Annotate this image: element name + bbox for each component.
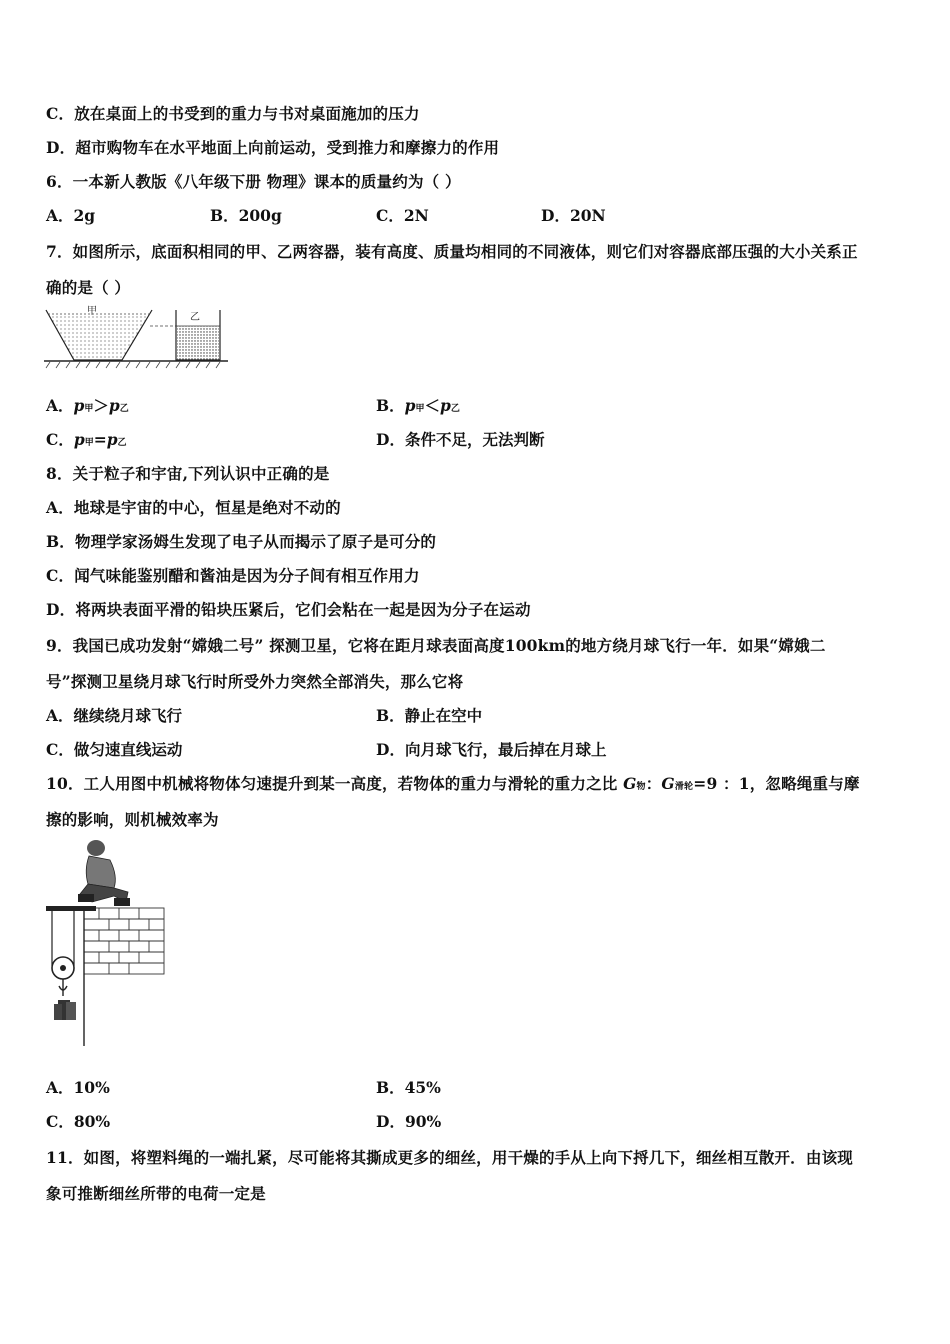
question-7-line2: 确的是（ ） [46,278,131,297]
q6-option-b: B．200g [210,206,282,225]
q10-g-object: G [623,774,637,793]
question-11-line2: 象可推断细丝所带的电荷一定是 [46,1184,266,1203]
q7-b-p2: p [439,396,451,415]
q7-option-a-label: A． [46,396,74,415]
q8-option-d: D．将两块表面平滑的铅块压紧后，它们会粘在一起是因为分子在运动 [46,600,531,619]
q10-sub-pulley: 滑轮 [674,782,694,792]
q6-option-a: A．2g [46,206,96,225]
q10-option-a: A．10% [46,1078,110,1097]
q7-option-b [376,394,460,416]
q7-a-p1: p [73,396,85,415]
q7-b-sub1: 甲 [415,404,425,414]
q7-option-a [46,394,129,416]
q7-option-c [46,428,127,450]
question-7-line1: 7．如图所示，底面积相同的甲、乙两容器，装有高度、质量均相同的不同液体，则它们对容器底部压强的大小关系正 [46,242,858,261]
q7-option-d: D．条件不足，无法判断 [376,430,545,449]
q7-option-c-label: C． [46,430,74,449]
question-8: 8．关于粒子和宇宙,下列认识中正确的是 [46,464,330,483]
q10-option-c: C．80% [46,1112,111,1131]
q10-sub-object: 物 [636,782,646,792]
q10-text-pre: 10．工人用图中机械将物体匀速提升到某一高度，若物体的重力与滑轮的重力之比 [46,774,624,793]
q5-option-c: C．放在桌面上的书受到的重力与书对桌面施加的压力 [46,104,420,123]
q7-c-p1: p [73,430,85,449]
q7-containers-figure [44,304,230,370]
q9-option-b: B．静止在空中 [376,706,483,725]
q6-option-d: D．20N [541,206,606,225]
question-10-line1 [46,772,860,794]
q7-c-p2: p [106,430,118,449]
q10-colon: ： [645,774,662,793]
q7-c-rel: = [93,430,107,449]
q10-text-post: =9 ：1，忽略绳重与摩 [693,774,860,793]
q7-c-sub2: 乙 [117,438,127,448]
q7-label-jia: 甲 [87,306,97,317]
q10-option-b: B．45% [376,1078,441,1097]
q7-option-b-label: B． [376,396,405,415]
q7-a-sub2: 乙 [119,404,129,414]
q8-option-a: A．地球是宇宙的中心，恒星是绝对不动的 [46,498,341,517]
question-6: 6．一本新人教版《八年级下册 物理》课本的质量约为（ ） [46,172,461,191]
q7-b-p1: p [404,396,416,415]
q9-option-c: C．做匀速直线运动 [46,740,183,759]
q7-b-sub2: 乙 [450,404,460,414]
q10-option-d: D．90% [376,1112,442,1131]
q7-label-yi: 乙 [190,312,200,323]
question-11-line1: 11．如图，将塑料绳的一端扎紧，尽可能将其撕成更多的细丝，用干燥的手从上向下捋几下，细丝相互散开．由该现 [46,1148,853,1167]
q7-c-sub1: 甲 [84,438,94,448]
q9-option-a: A．继续绕月球飞行 [46,706,183,725]
q10-g-pulley: G [661,774,675,793]
q8-option-c: C．闻气味能鉴别醋和酱油是因为分子间有相互作用力 [46,566,420,585]
q10-pulley-worker-figure [44,836,168,1046]
q7-a-p2: p [108,396,120,415]
q7-b-rel: ＜ [424,396,440,415]
q8-option-b: B．物理学家汤姆生发现了电子从而揭示了原子是可分的 [46,532,437,551]
q7-a-sub1: 甲 [84,404,94,414]
q9-option-d: D．向月球飞行，最后掉在月球上 [376,740,607,759]
question-9-line2: 号”探测卫星绕月球飞行时所受外力突然全部消失，那么它将 [46,672,464,691]
q5-option-d: D．超市购物车在水平地面上向前运动，受到推力和摩擦力的作用 [46,138,500,157]
question-9-line1: 9．我国已成功发射“嫦娥二号” 探测卫星，它将在距月球表面高度100km的地方绕月球飞行一年．如果“嫦娥二 [46,636,826,655]
q7-a-rel: ＞ [93,396,109,415]
q6-option-c: C．2N [376,206,429,225]
question-10-line2: 擦的影响，则机械效率为 [46,810,219,829]
